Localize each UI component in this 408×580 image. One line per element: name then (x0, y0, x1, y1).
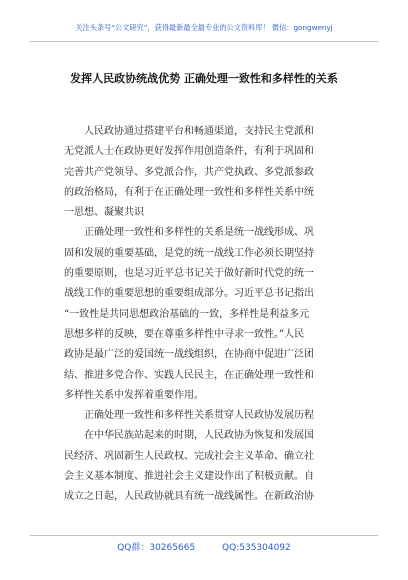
document-body (64, 122, 354, 508)
paragraph (64, 122, 354, 223)
text-line: 成立之日起，人民政协就具有统一战线属性。在新政治协 (64, 491, 314, 503)
text-line: 人民政协通过搭建平台和畅通渠道，支持民主党派和 (64, 126, 314, 137)
text-line: 无党派人士在政协更好发挥作用创造条件，有利于巩固和 (64, 146, 314, 158)
document-title: 发挥人民政协统战优势 正确处理一致性和多样性的关系 (70, 72, 338, 85)
text-line: 战线工作的重要思想的重要组成部分。习近平总书记指出 (64, 288, 314, 300)
footer (0, 540, 408, 553)
text-line: 正确处理一致性和多样性的关系是统一战线形成、巩 (64, 227, 314, 239)
paragraph (64, 223, 354, 406)
text-line: 思想多样的反映，要在尊重多样性中寻求一致性。”人民 (64, 328, 305, 340)
text-line: 会主义基本制度、推进社会主义建设作出了积极贡献。自 (64, 471, 314, 483)
text-line: “一致性是共同思想政治基础的一致，多样性是利益多元 (64, 308, 310, 320)
text-line: 固和发展的重要基础，是党的统一战线工作必须长期坚持 (64, 247, 314, 259)
text-line: 政协是最广泛的爱国统一战线组织，在协商中促进广泛团 (64, 349, 314, 361)
header-note: 关注头条号“公文研究”，获得最新最全最专业的公文资料库！ 微信：gongwenyj (75, 23, 333, 32)
paragraph (64, 406, 354, 426)
footer-qq-group: QQ群：30265665 (117, 543, 196, 553)
text-line: 结、推进多党合作、实践人民民主，在正确处理一致性和 (64, 369, 314, 381)
text-line: 的政治格局，有利于在正确处理一致性和多样性关系中统 (64, 186, 314, 198)
text-line: 在中华民族站起来的时期，人民政协为恢复和发展国 (64, 430, 314, 442)
text-line: 正确处理一致性和多样性关系贯穿人民政协发展历程 (64, 410, 314, 422)
paragraph (64, 426, 354, 507)
text-line: 的重要原则，也是习近平总书记关于做好新时代党的统一 (64, 268, 314, 280)
text-line: 多样性关系中发挥着重要作用。 (64, 389, 204, 401)
text-line: 完善共产党领导、多党派合作，共产党执政、多党派参政 (64, 166, 314, 178)
header-divider (30, 41, 378, 42)
footer-qq: QQ:535304092 (222, 543, 291, 553)
text-line: 一思想、凝聚共识 (64, 207, 144, 219)
text-line: 民经济、巩固新生人民政权、完成社会主义革命、确立社 (64, 450, 314, 462)
footer-divider (30, 535, 378, 536)
